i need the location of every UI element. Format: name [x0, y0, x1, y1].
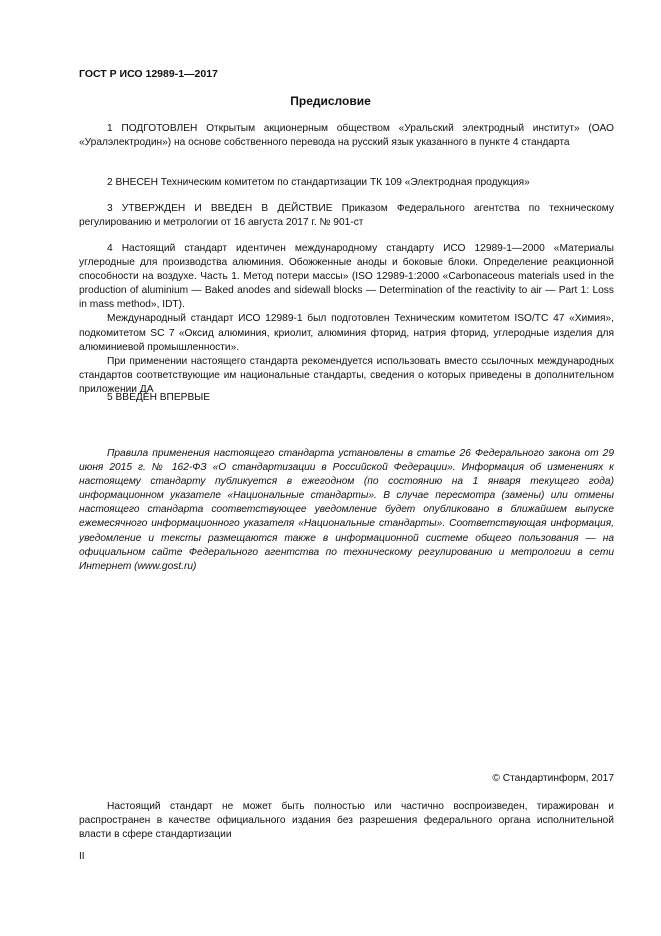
page-title: Предисловие [290, 94, 371, 108]
section-4-iso-text: Международный стандарт ИСО 12989-1 был подготовлен Техническим комитетом ISO/TC 47 «Химия», подкомитетом SC 7 «Оксид алюминия, криолит, алюминия фторид, натрия фторид, углеродные изделия для алюминиевой промышленности». [79, 313, 614, 353]
section-1-text: 1 ПОДГОТОВЛЕН Открытым акционерным обществом «Уральский электродный институт» (ОАО «Уралэлектродин») на основе собственного перевода на русский язык указанного в пункте 4 стандарта [79, 123, 614, 149]
copyright: © Стандартинформ, 2017 [492, 773, 614, 784]
standard-id-header: ГОСТ Р ИСО 12989-1—2017 [79, 68, 218, 80]
section-1 [79, 122, 614, 150]
reproduction-note [79, 800, 614, 842]
section-5 [79, 391, 614, 405]
section-4-application-text: При применении настоящего стандарта рекомендуется использовать вместо ссылочных международных стандартов соответствующие им национальные стандарты, сведения о которых приведены в дополнительном приложении ДА [79, 355, 614, 395]
section-5-text: 5 ВВЕДЕН ВПЕРВЫЕ [107, 392, 211, 403]
reproduction-note-text: Настоящий стандарт не может быть полностью или частично воспроизведен, тиражирован и распространен в качестве официального издания без разрешения федерального органа исполнительной власти в сфере стандартизации [79, 801, 614, 841]
rules-note-text: Правила применения настоящего стандарта установлены в статье 26 Федерального закона от 29 июня 2015 г. № 162-ФЗ «О стандартизации в Российской Федерации». Информация об изменениях к настоящему стандарту публикуется в ежегодном (по состоянию на 1 января текущего года) информационном указателе «Национальные стандарты». В случае пересмотра (замены) или отмены настоящего стандарта соответствующее уведомление будет опубликовано в ближайшем выпуске ежемесячного информационного указателя «Национальные стандарты». Соответствующая информация, уведомление и тексты размещаются также в информационной системе общего пользования — на официальном сайте Федерального агентства по техническому регулированию и метрологии в сети Интернет (www.gost.ru) [79, 448, 614, 572]
section-2-text: 2 ВНЕСЕН Техническим комитетом по стандартизации ТК 109 «Электродная продукция» [107, 177, 530, 188]
section-4-text: 4 Настоящий стандарт идентичен международному стандарту ИСО 12989-1—2000 «Материалы углеродные для производства алюминия. Обожженные аноды и боковые блоки. Определение реакционной способности на воздухе. Часть 1. Метод потери массы» (ISO 12989-1:2000 «Carbonaceous materials used in the production of aluminium — Baked anodes and sidewall blocks — Determination of the reactivity to air — Part 1: Loss in mass method», IDT). [79, 243, 614, 311]
section-3-text: 3 УТВЕРЖДЕН И ВВЕДЕН В ДЕЙСТВИЕ Приказом Федерального агентства по техническому регулированию и метрологии от 16 августа 2017 г. № 901-ст [79, 203, 614, 229]
section-3 [79, 202, 614, 230]
page-number: II [79, 851, 85, 862]
section-2 [79, 176, 614, 190]
rules-note [79, 447, 614, 574]
section-4 [79, 242, 614, 397]
